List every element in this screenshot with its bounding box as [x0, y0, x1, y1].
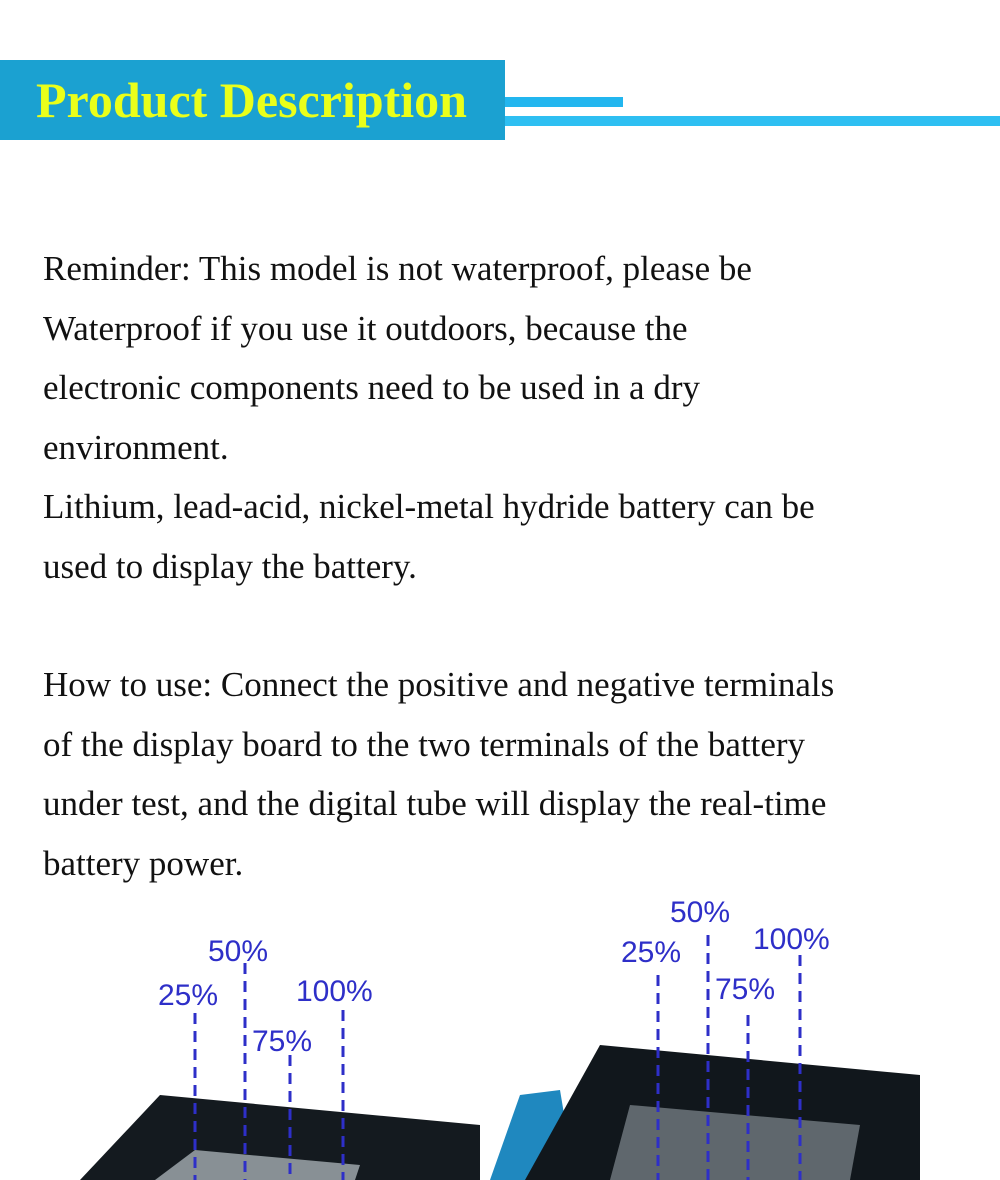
- battery-display-photo-left: [60, 895, 480, 1180]
- text-line: of the display board to the two terminals of the battery: [43, 724, 806, 764]
- how-to-use-paragraph: [43, 655, 993, 893]
- page-title: Product Description: [36, 72, 467, 128]
- label-100-percent: 100%: [753, 923, 830, 956]
- label-100-percent: 100%: [296, 975, 373, 1008]
- text-line: Lithium, lead-acid, nickel-metal hydride battery can be: [43, 487, 815, 526]
- text-line: Reminder: This model is not waterproof, please be: [43, 249, 752, 288]
- text-line: electronic components need to be used in a dry: [43, 368, 701, 407]
- battery-display-photo-right: [480, 895, 920, 1180]
- text-line: under test, and the digital tube will display the real-time: [43, 784, 827, 823]
- text-line: How to use: Connect the positive and negative terminals: [43, 665, 835, 704]
- accent-line-long: [505, 116, 1000, 126]
- text-line: Waterproof if you use it outdoors, because the: [43, 308, 688, 348]
- text-line: environment.: [43, 427, 229, 467]
- label-50-percent: 50%: [208, 935, 269, 968]
- label-75-percent: 75%: [715, 973, 776, 1006]
- text-line: used to display the battery.: [43, 546, 417, 586]
- label-50-percent: 50%: [670, 896, 731, 929]
- label-25-percent: 25%: [621, 936, 682, 969]
- label-25-percent: 25%: [158, 979, 219, 1012]
- label-75-percent: 75%: [252, 1025, 313, 1058]
- accent-line-short: [505, 97, 623, 107]
- reminder-paragraph: [43, 239, 993, 596]
- text-line: battery power.: [43, 843, 244, 883]
